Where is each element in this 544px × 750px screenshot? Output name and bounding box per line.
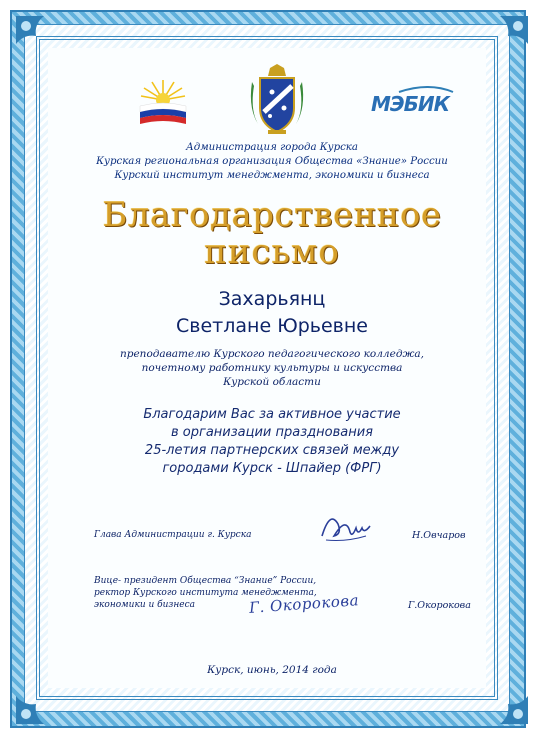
mebik-logo-text: МЭБИК (371, 92, 449, 116)
thanks-line: Благодарим Вас за активное участие (143, 407, 401, 422)
certificate-title-line1: Благодарственное (102, 195, 442, 235)
kursk-region-logo-icon (138, 78, 188, 128)
thanks-message (60, 406, 484, 478)
corner-ornament-icon (484, 680, 530, 726)
recipient-surname: Захарьянц (218, 288, 326, 310)
signatory2-title-line: ректор Курского института менеджмента, (94, 588, 317, 598)
kursk-coat-of-arms-icon (248, 64, 306, 136)
place-and-date: Курск, июнь, 2014 года (207, 664, 337, 676)
mebik-logo (369, 86, 455, 116)
organization-line: Курский институт менеджмента, экономики и бизнеса (114, 170, 430, 181)
signatory1-name: Н.Овчаров (412, 530, 466, 541)
signature-ovcharov-icon (316, 506, 374, 546)
thanks-line: в организации празднования (171, 425, 373, 440)
recipient-name (60, 286, 484, 340)
position-line: преподавателю Курского педагогического колледжа, (119, 348, 425, 360)
thanks-line: городами Курск - Шпайер (ФРГ) (162, 461, 382, 476)
corner-ornament-icon (484, 14, 530, 60)
signature-handwritten-text: Г. Окорокова (248, 591, 360, 617)
corner-ornament-icon (14, 680, 60, 726)
position-line: Курской области (223, 376, 321, 388)
corner-ornament-icon (14, 14, 60, 60)
signatory1-title: Глава Администрации г. Курска (94, 530, 252, 540)
recipient-given-names: Светлане Юрьевне (176, 315, 368, 337)
thanks-line: 25-летия партнерских связей между (144, 443, 400, 458)
position-line: почетному работнику культуры и искусства (141, 362, 403, 374)
issuing-organizations (60, 141, 484, 183)
recipient-position (60, 347, 484, 389)
signatory2-name: Г.Окорокова (408, 600, 471, 611)
signature-okorokova (243, 593, 375, 621)
organization-line: Курская региональная организация Общества «Знание» России (96, 156, 448, 167)
signatory2-title-line: экономики и бизнеса (94, 600, 195, 610)
signatory2-title-line: Вице- президент Общества “Знание” России, (94, 576, 317, 586)
certificate-title-line2: письмо (204, 232, 340, 272)
organization-line: Администрация города Курска (186, 142, 358, 153)
